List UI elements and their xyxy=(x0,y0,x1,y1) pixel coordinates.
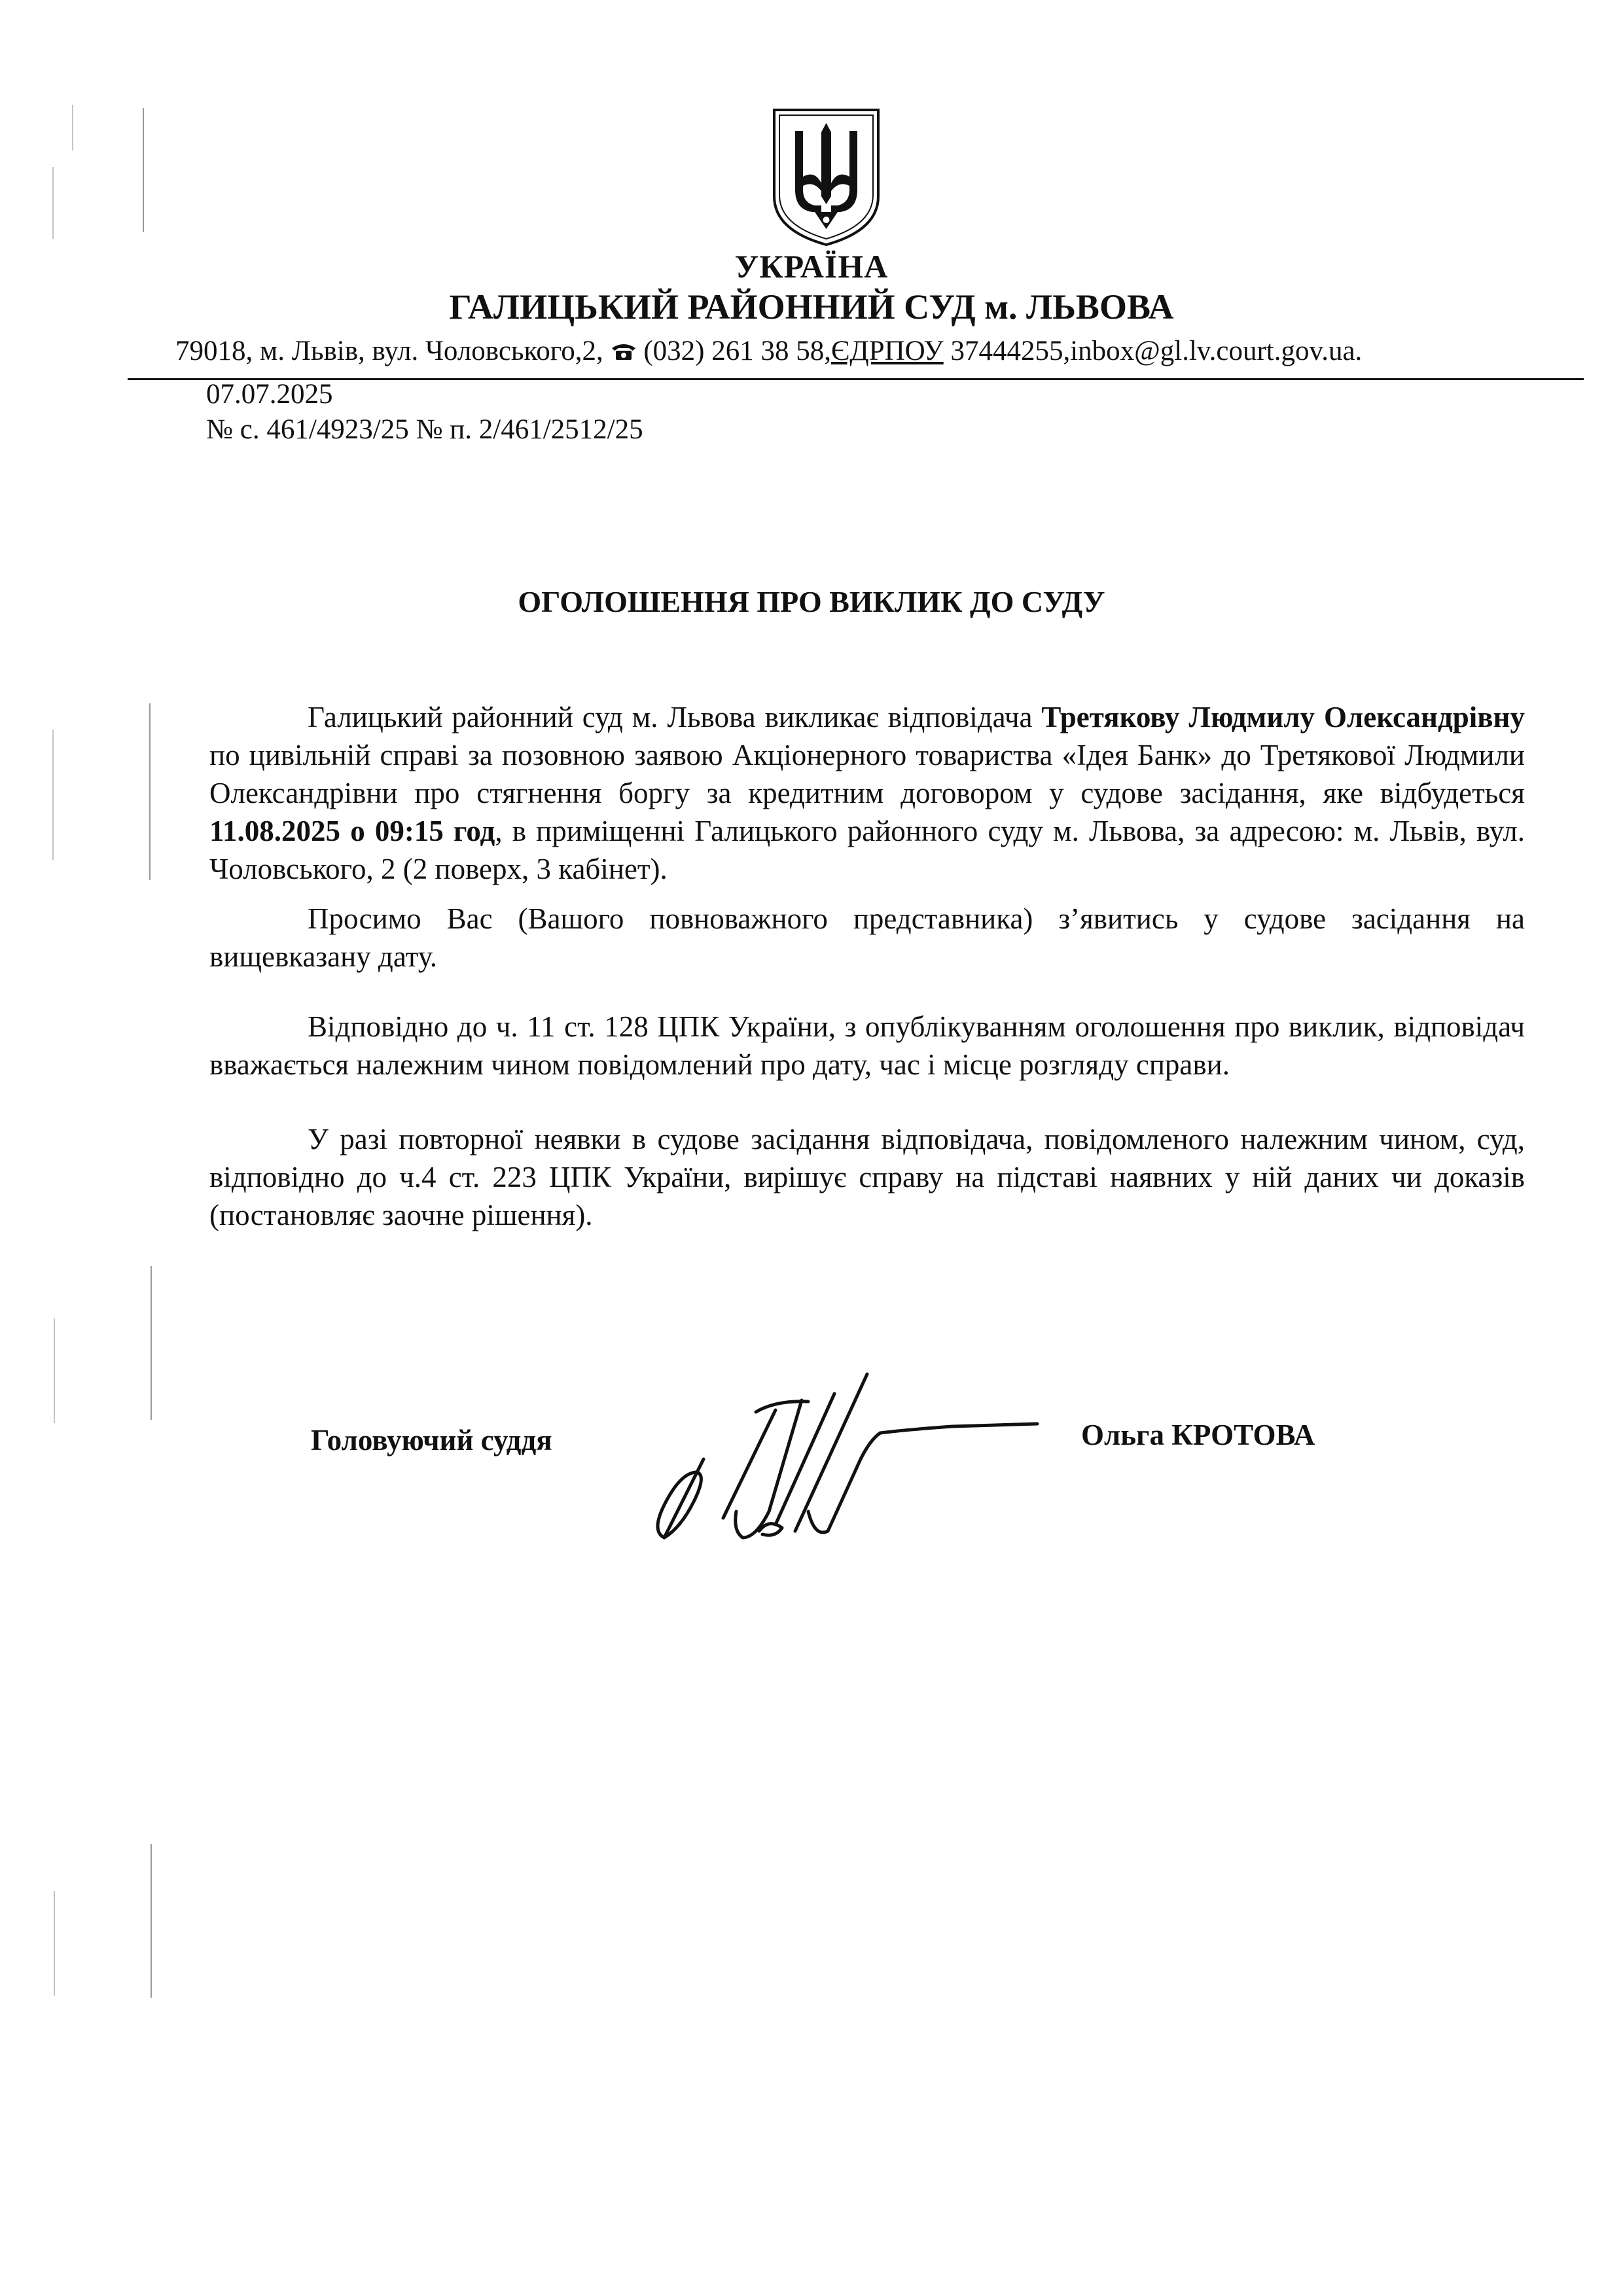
notice-paragraph: Відповідно до ч. 11 ст. 128 ЦПК України, з опублікуванням оголошення про виклик, відповідач вважається належним чином повідомлений про дату, час і місце розгляду справи. xyxy=(209,1010,1525,1081)
hearing-datetime: 11.08.2025 о 09:15 год xyxy=(209,815,495,847)
court-phone: (032) 261 38 58, xyxy=(643,336,831,366)
p1-start: Галицький районний суд м. Львова викликає відповідача xyxy=(308,701,1042,733)
scan-artifact xyxy=(151,1266,152,1420)
scan-artifact xyxy=(143,108,144,232)
judge-role: Головуючий суддя xyxy=(311,1424,552,1457)
edrpou-and-email: 37444255,inbox@gl.lv.court.gov.ua. xyxy=(950,336,1363,366)
case-numbers: № с. 461/4923/25 № п. 2/461/2512/25 xyxy=(206,414,643,445)
document-title: ОГОЛОШЕННЯ ПРО ВИКЛИК ДО СУДУ xyxy=(518,585,1105,618)
phone-icon xyxy=(611,342,637,361)
scan-artifact xyxy=(149,703,151,880)
coat-of-arms-icon xyxy=(769,105,883,249)
edrpou-label: ЄДРПОУ xyxy=(830,336,944,366)
court-name-heading: ГАЛИЦЬКИЙ РАЙОННИЙ СУД м. ЛЬВОВА xyxy=(449,287,1174,327)
scan-artifact xyxy=(54,1891,55,1996)
summons-paragraph xyxy=(209,698,1525,888)
scan-artifact xyxy=(72,105,73,150)
court-address: 79018, м. Львів, вул. Чоловського,2, xyxy=(175,336,603,366)
default-judgment-paragraph: У разі повторної неявки в судове засідання відповідача, повідомленого належним чином, суд, відповідно до ч.4 ст. 223 ЦПК України, вирішує справу на підставі наявних у ній даних чи доказів (постановляє заочне рішення). xyxy=(209,1123,1525,1231)
document-date: 07.07.2025 xyxy=(206,379,333,410)
signature xyxy=(645,1361,1050,1551)
country-heading: УКРАЇНА xyxy=(734,248,889,285)
scan-artifact xyxy=(52,730,54,860)
scan-artifact xyxy=(151,1844,152,1998)
defendant-name: Третякову Людмилу Олександрівну xyxy=(1041,701,1525,733)
scan-artifact xyxy=(54,1318,55,1423)
request-paragraph: Просимо Вас (Вашого повноважного представника) з’явитись у судове засідання на вищевказану дату. xyxy=(209,902,1525,973)
scan-artifact xyxy=(52,167,54,239)
p1-middle: по цивільній справі за позовною заявою Акціонерного товариства «Ідея Банк» до Третякової Людмили Олександрівни про стягнення боргу за кредитним договором у судове засідання, яке відбудеться xyxy=(209,739,1525,809)
header-divider xyxy=(128,378,1584,380)
judge-name: Ольга КРОТОВА xyxy=(1081,1419,1315,1451)
court-address-line xyxy=(175,335,1362,367)
p1-end: , в приміщенні Галицького районного суду м. Львова, за адресою: м. Львів, вул. Чоловського, 2 (2 поверх, 3 кабінет). xyxy=(209,815,1525,885)
